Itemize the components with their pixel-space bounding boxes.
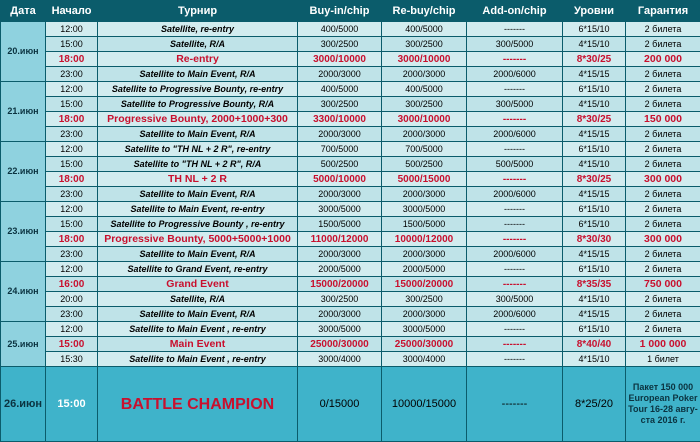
final-levels: 8*25/20 <box>563 367 626 442</box>
header-row <box>1 1 700 22</box>
levels-cell: 6*15/10 <box>563 22 626 37</box>
time-cell: 12:00 <box>46 82 98 97</box>
rebuy-cell: 3000/10000 <box>382 52 467 67</box>
buyin-cell: 2000/3000 <box>298 127 382 142</box>
levels-cell: 8*40/40 <box>563 337 626 352</box>
levels-cell: 8*30/30 <box>563 232 626 247</box>
rebuy-cell: 700/5000 <box>382 142 467 157</box>
time-cell: 15:00 <box>46 97 98 112</box>
table-row <box>1 277 700 292</box>
table-row <box>1 202 700 217</box>
levels-cell: 4*15/15 <box>563 247 626 262</box>
addon-cell: ------- <box>467 352 563 367</box>
header-start: Начало <box>46 1 98 22</box>
buyin-cell: 3300/10000 <box>298 112 382 127</box>
addon-cell: ------- <box>467 232 563 247</box>
table-row <box>1 127 700 142</box>
buyin-cell: 3000/5000 <box>298 202 382 217</box>
table-row <box>1 187 700 202</box>
buyin-cell: 2000/3000 <box>298 307 382 322</box>
levels-cell: 6*15/10 <box>563 202 626 217</box>
time-cell: 18:00 <box>46 232 98 247</box>
tournament-cell: Satellite to Progressive Bounty, re-entry <box>98 82 298 97</box>
addon-cell: 300/5000 <box>467 97 563 112</box>
buyin-cell: 1500/5000 <box>298 217 382 232</box>
header-guarantee: Гарантия <box>626 1 700 22</box>
guarantee-cell: 200 000 <box>626 52 700 67</box>
addon-cell: 2000/6000 <box>467 307 563 322</box>
buyin-cell: 2000/3000 <box>298 247 382 262</box>
time-cell: 15:30 <box>46 352 98 367</box>
addon-cell: ------- <box>467 277 563 292</box>
header-addon: Add-on/chip <box>467 1 563 22</box>
buyin-cell: 400/5000 <box>298 82 382 97</box>
rebuy-cell: 2000/3000 <box>382 67 467 82</box>
tournament-cell: Progressive Bounty, 5000+5000+1000 <box>98 232 298 247</box>
guarantee-cell: 300 000 <box>626 172 700 187</box>
levels-cell: 8*30/25 <box>563 172 626 187</box>
rebuy-cell: 3000/4000 <box>382 352 467 367</box>
table-row <box>1 82 700 97</box>
rebuy-cell: 5000/15000 <box>382 172 467 187</box>
levels-cell: 6*15/10 <box>563 322 626 337</box>
levels-cell: 6*15/10 <box>563 217 626 232</box>
final-guarantee: Пакет 150 000 European Poker Tour 16-28 авгу-ста 2016 г. <box>626 367 700 442</box>
addon-cell: 2000/6000 <box>467 67 563 82</box>
time-cell: 15:00 <box>46 217 98 232</box>
rebuy-cell: 2000/5000 <box>382 262 467 277</box>
tournament-cell: Satellite to "TH NL + 2 R", re-entry <box>98 142 298 157</box>
table-row <box>1 97 700 112</box>
guarantee-cell: 2 билета <box>626 82 700 97</box>
guarantee-cell: 2 билета <box>626 67 700 82</box>
guarantee-cell: 2 билета <box>626 142 700 157</box>
addon-cell: 2000/6000 <box>467 247 563 262</box>
buyin-cell: 700/5000 <box>298 142 382 157</box>
header-date: Дата <box>1 1 46 22</box>
buyin-cell: 3000/10000 <box>298 52 382 67</box>
header-levels: Уровни <box>563 1 626 22</box>
time-cell: 12:00 <box>46 202 98 217</box>
levels-cell: 8*30/25 <box>563 52 626 67</box>
date-cell: 22.июн <box>1 142 46 202</box>
tournament-cell: Satellite to Progressive Bounty , re-entry <box>98 217 298 232</box>
tournament-cell: Satellite to Main Event, R/A <box>98 67 298 82</box>
addon-cell: ------- <box>467 22 563 37</box>
time-cell: 23:00 <box>46 247 98 262</box>
final-rebuy: 10000/15000 <box>382 367 467 442</box>
guarantee-cell: 2 билета <box>626 97 700 112</box>
buyin-cell: 25000/30000 <box>298 337 382 352</box>
time-cell: 12:00 <box>46 322 98 337</box>
tournament-cell: Satellite to Main Event, R/A <box>98 187 298 202</box>
schedule-body <box>1 22 700 442</box>
rebuy-cell: 400/5000 <box>382 22 467 37</box>
levels-cell: 4*15/10 <box>563 97 626 112</box>
header-rebuy: Re-buy/chip <box>382 1 467 22</box>
time-cell: 23:00 <box>46 307 98 322</box>
rebuy-cell: 3000/10000 <box>382 112 467 127</box>
buyin-cell: 3000/4000 <box>298 352 382 367</box>
time-cell: 12:00 <box>46 142 98 157</box>
table-row <box>1 217 700 232</box>
final-addon: ------- <box>467 367 563 442</box>
buyin-cell: 300/2500 <box>298 97 382 112</box>
guarantee-cell: 300 000 <box>626 232 700 247</box>
date-cell: 23.июн <box>1 202 46 262</box>
table-row <box>1 322 700 337</box>
addon-cell: 300/5000 <box>467 292 563 307</box>
guarantee-cell: 2 билета <box>626 292 700 307</box>
buyin-cell: 300/2500 <box>298 292 382 307</box>
guarantee-cell: 2 билета <box>626 322 700 337</box>
tournament-cell: Progressive Bounty, 2000+1000+300 <box>98 112 298 127</box>
table-row <box>1 37 700 52</box>
time-cell: 23:00 <box>46 127 98 142</box>
tournament-cell: Satellite, R/A <box>98 292 298 307</box>
levels-cell: 4*15/15 <box>563 307 626 322</box>
guarantee-cell: 2 билета <box>626 217 700 232</box>
buyin-cell: 2000/3000 <box>298 67 382 82</box>
table-row <box>1 67 700 82</box>
addon-cell: ------- <box>467 202 563 217</box>
table-row <box>1 352 700 367</box>
time-cell: 23:00 <box>46 67 98 82</box>
time-cell: 12:00 <box>46 262 98 277</box>
buyin-cell: 300/2500 <box>298 37 382 52</box>
rebuy-cell: 3000/5000 <box>382 202 467 217</box>
tournament-cell: Re-entry <box>98 52 298 67</box>
table-row <box>1 142 700 157</box>
tournament-cell: Satellite to Main Event, R/A <box>98 127 298 142</box>
guarantee-cell: 750 000 <box>626 277 700 292</box>
guarantee-cell: 2 билета <box>626 262 700 277</box>
tournament-cell: Main Event <box>98 337 298 352</box>
rebuy-cell: 15000/20000 <box>382 277 467 292</box>
tournament-cell: Satellite to Main Event, R/A <box>98 307 298 322</box>
buyin-cell: 400/5000 <box>298 22 382 37</box>
addon-cell: ------- <box>467 82 563 97</box>
time-cell: 18:00 <box>46 52 98 67</box>
final-row <box>1 367 700 442</box>
levels-cell: 4*15/10 <box>563 157 626 172</box>
tournament-cell: Grand Event <box>98 277 298 292</box>
tournament-cell: Satellite to Main Event , re-entry <box>98 352 298 367</box>
levels-cell: 6*15/10 <box>563 142 626 157</box>
levels-cell: 6*15/10 <box>563 262 626 277</box>
tournament-cell: Satellite to Progressive Bounty, R/A <box>98 97 298 112</box>
buyin-cell: 2000/5000 <box>298 262 382 277</box>
time-cell: 15:00 <box>46 37 98 52</box>
rebuy-cell: 300/2500 <box>382 292 467 307</box>
time-cell: 18:00 <box>46 112 98 127</box>
buyin-cell: 2000/3000 <box>298 187 382 202</box>
buyin-cell: 3000/5000 <box>298 322 382 337</box>
date-cell: 24.июн <box>1 262 46 322</box>
table-row <box>1 262 700 277</box>
guarantee-cell: 2 билета <box>626 37 700 52</box>
guarantee-cell: 2 билета <box>626 22 700 37</box>
addon-cell: ------- <box>467 217 563 232</box>
time-cell: 16:00 <box>46 277 98 292</box>
rebuy-cell: 500/2500 <box>382 157 467 172</box>
rebuy-cell: 2000/3000 <box>382 187 467 202</box>
rebuy-cell: 1500/5000 <box>382 217 467 232</box>
time-cell: 18:00 <box>46 172 98 187</box>
table-row <box>1 247 700 262</box>
rebuy-cell: 300/2500 <box>382 37 467 52</box>
header-buyin: Buy-in/chip <box>298 1 382 22</box>
rebuy-cell: 10000/12000 <box>382 232 467 247</box>
tournament-cell: Satellite, re-entry <box>98 22 298 37</box>
addon-cell: ------- <box>467 112 563 127</box>
date-cell: 21.июн <box>1 82 46 142</box>
table-row <box>1 52 700 67</box>
addon-cell: ------- <box>467 262 563 277</box>
levels-cell: 4*15/10 <box>563 292 626 307</box>
table-row <box>1 337 700 352</box>
header-tournament: Турнир <box>98 1 298 22</box>
table-row <box>1 112 700 127</box>
addon-cell: ------- <box>467 52 563 67</box>
buyin-cell: 11000/12000 <box>298 232 382 247</box>
levels-cell: 4*15/10 <box>563 37 626 52</box>
guarantee-cell: 2 билета <box>626 187 700 202</box>
addon-cell: 500/5000 <box>467 157 563 172</box>
levels-cell: 8*35/35 <box>563 277 626 292</box>
guarantee-cell: 150 000 <box>626 112 700 127</box>
addon-cell: ------- <box>467 172 563 187</box>
buyin-cell: 15000/20000 <box>298 277 382 292</box>
rebuy-cell: 2000/3000 <box>382 307 467 322</box>
tournament-cell: Satellite to "TH NL + 2 R", R/A <box>98 157 298 172</box>
guarantee-cell: 1 000 000 <box>626 337 700 352</box>
tournament-cell: Satellite, R/A <box>98 37 298 52</box>
rebuy-cell: 25000/30000 <box>382 337 467 352</box>
time-cell: 23:00 <box>46 187 98 202</box>
rebuy-cell: 2000/3000 <box>382 247 467 262</box>
date-cell: 25.июн <box>1 322 46 367</box>
rebuy-cell: 300/2500 <box>382 97 467 112</box>
time-cell: 15:00 <box>46 337 98 352</box>
guarantee-cell: 2 билета <box>626 307 700 322</box>
table-row <box>1 172 700 187</box>
tournament-cell: Satellite to Grand Event, re-entry <box>98 262 298 277</box>
tournament-cell: Satellite to Main Event, R/A <box>98 247 298 262</box>
addon-cell: ------- <box>467 337 563 352</box>
table-row <box>1 292 700 307</box>
tournament-cell: TH NL + 2 R <box>98 172 298 187</box>
table-row <box>1 22 700 37</box>
time-cell: 12:00 <box>46 22 98 37</box>
table-row <box>1 157 700 172</box>
tournament-cell: Satellite to Main Event , re-entry <box>98 322 298 337</box>
guarantee-cell: 1 билет <box>626 352 700 367</box>
guarantee-cell: 2 билета <box>626 247 700 262</box>
levels-cell: 8*30/25 <box>563 112 626 127</box>
addon-cell: ------- <box>467 142 563 157</box>
final-buyin: 0/15000 <box>298 367 382 442</box>
addon-cell: ------- <box>467 322 563 337</box>
time-cell: 15:00 <box>46 157 98 172</box>
addon-cell: 2000/6000 <box>467 127 563 142</box>
levels-cell: 6*15/10 <box>563 82 626 97</box>
time-cell: 20:00 <box>46 292 98 307</box>
rebuy-cell: 2000/3000 <box>382 127 467 142</box>
guarantee-cell: 2 билета <box>626 157 700 172</box>
final-date: 26.июн <box>1 367 46 442</box>
final-time: 15:00 <box>46 367 98 442</box>
levels-cell: 4*15/10 <box>563 352 626 367</box>
buyin-cell: 500/2500 <box>298 157 382 172</box>
tournament-cell: Satellite to Main Event, re-entry <box>98 202 298 217</box>
guarantee-cell: 2 билета <box>626 127 700 142</box>
final-tournament: BATTLE CHAMPION <box>98 367 298 442</box>
date-cell: 20.июн <box>1 22 46 82</box>
rebuy-cell: 400/5000 <box>382 82 467 97</box>
levels-cell: 4*15/15 <box>563 127 626 142</box>
table-row <box>1 232 700 247</box>
levels-cell: 4*15/15 <box>563 67 626 82</box>
rebuy-cell: 3000/5000 <box>382 322 467 337</box>
levels-cell: 4*15/15 <box>563 187 626 202</box>
addon-cell: 2000/6000 <box>467 187 563 202</box>
addon-cell: 300/5000 <box>467 37 563 52</box>
table-row <box>1 307 700 322</box>
guarantee-cell: 2 билета <box>626 202 700 217</box>
buyin-cell: 5000/10000 <box>298 172 382 187</box>
